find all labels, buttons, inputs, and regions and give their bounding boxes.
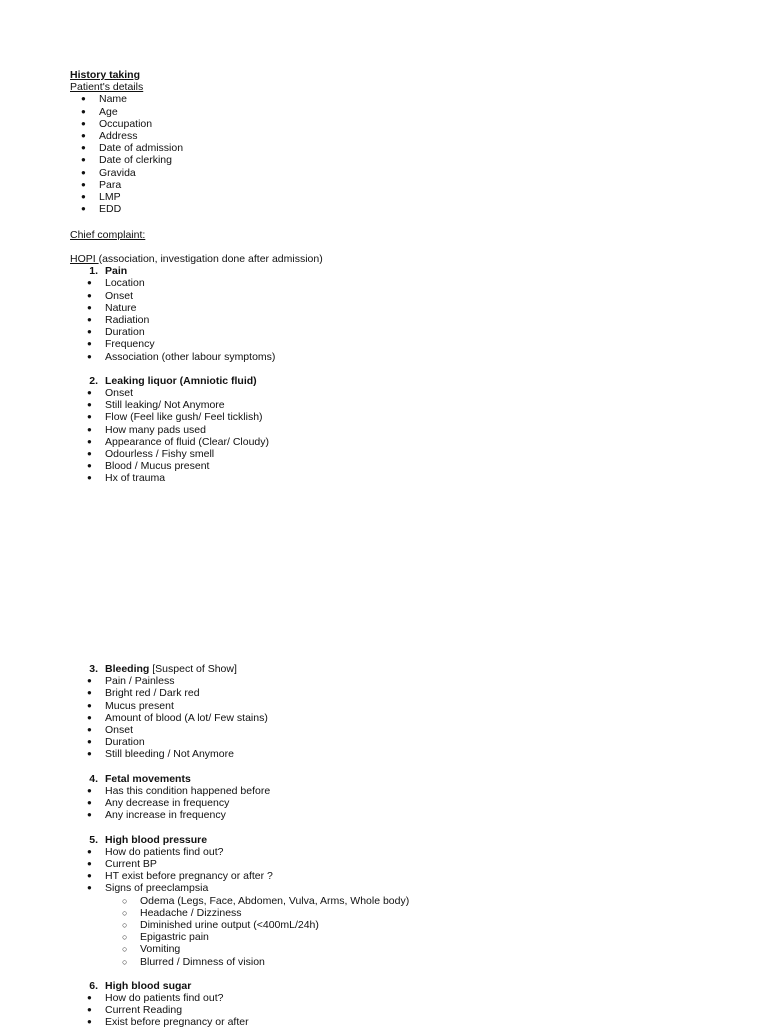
chief-complaint-label: Chief complaint: xyxy=(70,229,146,241)
list-item-text: Address xyxy=(99,129,138,142)
bullet-icon: ● xyxy=(87,473,92,483)
list-item xyxy=(0,956,768,968)
list-item-text: Association (other labour symptoms) xyxy=(105,350,276,363)
list-item-text: Headache / Dizziness xyxy=(140,906,242,919)
list-item-text: Still bleeding / Not Anymore xyxy=(105,748,234,761)
list-item xyxy=(0,351,768,363)
patient-details-heading: Patient's details xyxy=(70,81,144,94)
bullet-icon: ● xyxy=(87,339,92,349)
list-item-text: Current BP xyxy=(105,858,157,870)
bullet-icon: ● xyxy=(87,290,92,300)
bullet-icon: ● xyxy=(87,785,92,795)
lower-sections-block xyxy=(0,663,768,1029)
list-item-text: Flow (Feel like gush/ Feel ticklish) xyxy=(105,411,263,424)
list-item xyxy=(0,142,768,154)
list-item xyxy=(0,118,768,130)
list-item xyxy=(0,687,768,699)
list-item xyxy=(0,748,768,760)
sub-list xyxy=(0,895,768,968)
bullet-icon: ● xyxy=(81,130,86,140)
list-item xyxy=(0,93,768,105)
list-item-text: Frequency xyxy=(105,338,155,351)
section-heading-text xyxy=(105,980,191,992)
list-item-text: Has this condition happened before xyxy=(105,784,271,797)
section-title: High blood sugar xyxy=(105,979,192,992)
section-fetal-movements xyxy=(0,773,768,822)
bullet-icon: ○ xyxy=(122,956,128,967)
list-item-text: Any decrease in frequency xyxy=(105,797,230,810)
section-heading-text xyxy=(105,265,127,277)
list-item-text: Age xyxy=(99,105,118,118)
section-number: 3. xyxy=(89,663,98,675)
section-title: Bleeding xyxy=(105,663,150,675)
list-item xyxy=(0,106,768,118)
list-item-text: Radiation xyxy=(105,313,150,326)
bullet-icon: ○ xyxy=(122,944,128,955)
list-item xyxy=(0,858,768,870)
bullet-icon: ● xyxy=(87,302,92,312)
list-item-text: Current Reading xyxy=(105,1004,183,1017)
list-item-text: Pain / Painless xyxy=(105,675,175,688)
bullet-icon: ● xyxy=(87,449,92,458)
list-item xyxy=(0,326,768,338)
list-item xyxy=(0,290,768,302)
list-item xyxy=(0,1004,768,1016)
bullet-icon: ● xyxy=(87,314,92,324)
list-item-text: Date of admission xyxy=(99,142,184,155)
list-item xyxy=(0,809,768,821)
list-item-text: Mucus present xyxy=(105,699,174,712)
bullet-icon: ● xyxy=(87,400,92,410)
section-title-suffix: [Suspect of Show] xyxy=(149,663,237,675)
list-item-text: EDD xyxy=(99,203,122,216)
list-item-text: Location xyxy=(105,277,145,290)
list-item-text: HT exist before pregnancy or after ? xyxy=(105,870,273,883)
list-item-text: Odema (Legs, Face, Abdomen, Vulva, Arms, Whole body) xyxy=(140,894,410,907)
list-item xyxy=(0,992,768,1004)
bullet-icon: ● xyxy=(87,412,92,422)
list-item xyxy=(0,736,768,748)
list-item xyxy=(0,724,768,736)
bullet-icon: ● xyxy=(87,676,92,686)
section-leaking-liquor xyxy=(0,375,768,485)
list-item-text: Exist before pregnancy or after xyxy=(105,1016,249,1029)
section-pain xyxy=(0,265,768,363)
section-high-blood-sugar xyxy=(0,980,768,1029)
spacer xyxy=(0,761,768,773)
list-item-text: Date of clerking xyxy=(99,154,172,167)
section-heading-text xyxy=(105,773,191,785)
bullet-icon: ● xyxy=(81,106,86,116)
section-title: Leaking liquor (Amniotic fluid) xyxy=(105,374,257,387)
list-item-text: How many pads used xyxy=(105,423,206,436)
section-heading xyxy=(0,663,768,675)
list-item-text: Name xyxy=(99,93,128,106)
bullet-icon: ● xyxy=(81,179,86,189)
section-heading-text xyxy=(105,663,237,675)
bullet-icon: ● xyxy=(87,749,92,759)
hopi-line xyxy=(0,253,768,265)
list-item xyxy=(0,411,768,423)
chief-complaint-block xyxy=(0,229,768,241)
list-item xyxy=(0,931,768,943)
list-item xyxy=(0,907,768,919)
list-item xyxy=(0,870,768,882)
list-item-text: Appearance of fluid (Clear/ Cloudy) xyxy=(105,435,270,448)
list-item-text: Onset xyxy=(105,387,134,400)
bullet-icon: ○ xyxy=(122,895,128,906)
section-heading xyxy=(0,375,768,387)
list-item-text: Hx of trauma xyxy=(105,472,166,485)
document-title: History taking xyxy=(70,69,141,81)
bullet-icon: ● xyxy=(81,155,86,165)
bullet-icon: ● xyxy=(87,883,92,893)
list-item-text: How do patients find out? xyxy=(105,845,224,858)
list-item-text: Onset xyxy=(105,289,134,302)
bullet-icon: ○ xyxy=(122,932,128,943)
list-item-text: Onset xyxy=(105,723,134,736)
bullet-icon: ● xyxy=(87,993,92,1003)
section-number: 2. xyxy=(89,374,98,387)
list-item-text: Gravida xyxy=(99,166,136,179)
list-item-text: Signs of preeclampsia xyxy=(105,882,209,895)
section-number: 5. xyxy=(89,833,98,846)
section-heading xyxy=(0,834,768,846)
bullet-icon: ● xyxy=(87,388,92,398)
bullet-icon: ● xyxy=(87,859,92,868)
list-item xyxy=(0,167,768,179)
section-title: Pain xyxy=(105,265,128,278)
patient-details-list xyxy=(0,93,768,215)
bullet-icon: ● xyxy=(87,712,92,722)
list-item xyxy=(0,302,768,314)
list-item-text: Blurred / Dimness of vision xyxy=(140,955,265,968)
bullet-icon: ○ xyxy=(122,907,128,918)
list-item-text: LMP xyxy=(99,190,121,203)
list-item xyxy=(0,1016,768,1028)
list-item-text: Odourless / Fishy smell xyxy=(105,448,215,460)
bullet-icon: ● xyxy=(87,436,92,446)
bullet-icon: ● xyxy=(87,700,92,710)
list-item-text: Epigastric pain xyxy=(140,931,209,944)
list-item xyxy=(0,424,768,436)
section-number: 4. xyxy=(89,772,98,785)
list-item-text: Diminished urine output (<400mL/24h) xyxy=(140,918,319,931)
list-item xyxy=(0,675,768,687)
list-item-text: Still leaking/ Not Anymore xyxy=(105,399,225,412)
list-item xyxy=(0,785,768,797)
list-item xyxy=(0,154,768,166)
list-item-text: Amount of blood (A lot/ Few stains) xyxy=(105,711,268,724)
bullet-icon: ● xyxy=(87,871,92,881)
bullet-icon: ○ xyxy=(122,919,128,930)
list-item xyxy=(0,797,768,809)
list-item xyxy=(0,700,768,712)
list-item-text: Any increase in frequency xyxy=(105,809,226,822)
list-item-text: Duration xyxy=(105,736,145,749)
hopi-block xyxy=(0,253,768,485)
bullet-icon: ● xyxy=(87,1017,92,1027)
section-number: 6. xyxy=(89,979,98,992)
bullet-icon: ● xyxy=(81,167,86,177)
list-item-text: How do patients find out? xyxy=(105,992,224,1005)
list-item xyxy=(0,191,768,203)
hopi-note: (association, investigation done after admission) xyxy=(98,253,323,265)
list-item-text: Vomiting xyxy=(140,943,181,956)
bullet-icon: ● xyxy=(87,810,92,820)
bullet-icon: ● xyxy=(87,846,92,856)
bullet-icon: ● xyxy=(87,688,92,698)
list-item-text: Occupation xyxy=(99,117,153,130)
list-item xyxy=(0,943,768,955)
list-item xyxy=(0,277,768,289)
section-heading xyxy=(0,980,768,992)
bullet-icon: ● xyxy=(87,798,92,808)
list-item-text: Blood / Mucus present xyxy=(105,460,210,473)
bullet-icon: ● xyxy=(81,118,86,128)
section-number: 1. xyxy=(89,265,98,278)
list-item xyxy=(0,472,768,484)
list-item-text: Nature xyxy=(105,301,137,314)
section-title: Fetal movements xyxy=(105,772,191,785)
list-item xyxy=(0,460,768,472)
spacer xyxy=(0,363,768,375)
patient-details-block xyxy=(0,69,768,215)
bullet-icon: ● xyxy=(87,1005,92,1015)
list-item xyxy=(0,436,768,448)
list-item xyxy=(0,399,768,411)
bullet-icon: ● xyxy=(87,424,92,434)
list-item xyxy=(0,882,768,894)
list-item xyxy=(0,712,768,724)
bullet-icon: ● xyxy=(81,191,86,201)
bullet-icon: ● xyxy=(87,737,92,747)
section-heading xyxy=(0,265,768,277)
section-bleeding xyxy=(0,663,768,761)
section-heading xyxy=(0,773,768,785)
bullet-icon: ● xyxy=(87,351,92,361)
bullet-icon: ● xyxy=(87,327,92,337)
section-heading-text xyxy=(105,375,257,387)
list-item xyxy=(0,919,768,931)
list-item xyxy=(0,846,768,858)
list-item xyxy=(0,387,768,399)
list-item xyxy=(0,448,768,460)
bullet-icon: ● xyxy=(81,204,86,214)
bullet-icon: ● xyxy=(87,724,92,734)
hopi-label: HOPI xyxy=(70,253,99,265)
list-item-text: Bright red / Dark red xyxy=(105,687,200,700)
bullet-icon: ● xyxy=(81,94,86,104)
section-title: High blood pressure xyxy=(105,833,208,846)
list-item xyxy=(0,314,768,326)
spacer xyxy=(0,968,768,980)
list-item-text: Para xyxy=(99,178,122,191)
list-item-text: Duration xyxy=(105,326,145,339)
spacer xyxy=(0,821,768,833)
bullet-icon: ● xyxy=(87,278,92,288)
list-item xyxy=(0,338,768,350)
bullet-icon: ● xyxy=(81,143,86,153)
section-heading-text xyxy=(105,834,207,846)
list-item xyxy=(0,130,768,142)
list-item xyxy=(0,203,768,215)
section-high-blood-pressure xyxy=(0,834,768,968)
bullet-icon: ● xyxy=(87,461,92,471)
list-item xyxy=(0,895,768,907)
list-item xyxy=(0,179,768,191)
